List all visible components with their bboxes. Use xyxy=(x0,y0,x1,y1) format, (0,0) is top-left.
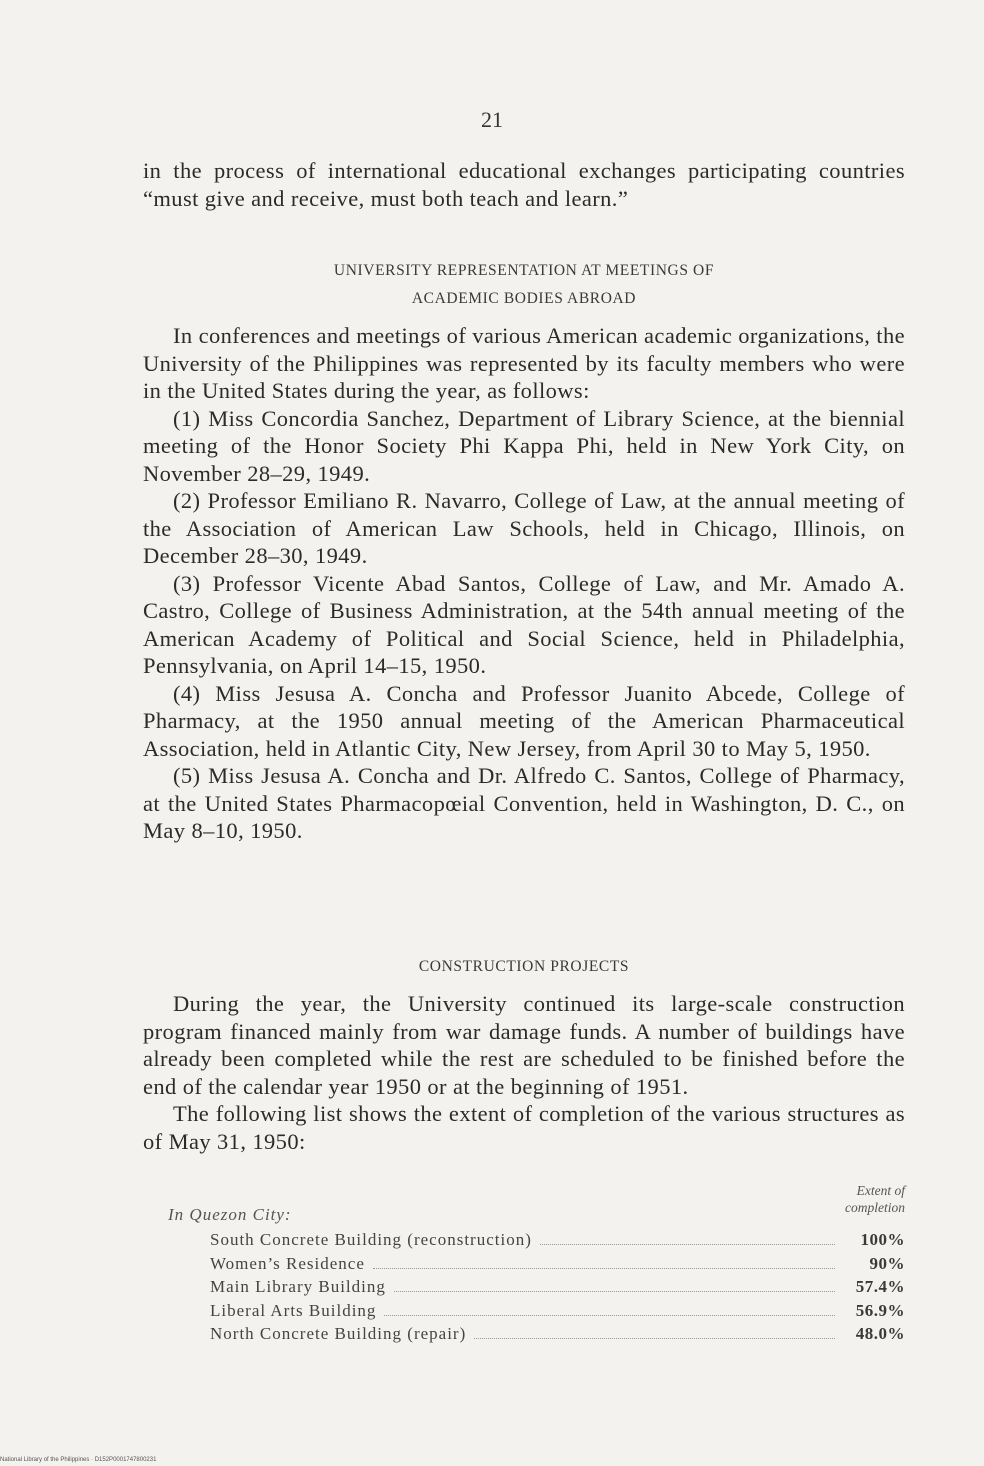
dot-leader xyxy=(384,1303,835,1316)
table-row xyxy=(210,1324,905,1348)
construction-body xyxy=(143,990,905,1155)
construction-paragraph-2: The following list shows the extent of completion of the various structures as of May 31, 1950: xyxy=(143,1101,905,1154)
completion-value: 48.0% xyxy=(855,1324,905,1343)
construction-paragraph-1: During the year, the University continued its large-scale construction program financed mainly from war damage funds. A number of buildings have already been completed while the rest are scheduled to be finished before the end of the calendar year 1950 or at the beginning of 1951. xyxy=(143,991,905,1099)
dot-leader xyxy=(394,1279,835,1292)
table-row xyxy=(210,1230,905,1254)
section-heading-representation xyxy=(143,257,905,313)
building-name: North Concrete Building (repair) xyxy=(210,1324,467,1343)
intro-text: in the process of international educational exchanges participating countries “must give and receive, must both teach and learn.” xyxy=(143,158,905,211)
column-header-line-2: completion xyxy=(845,1200,905,1215)
table-row xyxy=(210,1277,905,1301)
dot-leader xyxy=(540,1232,835,1245)
building-name: Women’s Residence xyxy=(210,1253,365,1273)
table-row xyxy=(210,1301,905,1325)
building-name: Main Library Building xyxy=(210,1277,386,1296)
section-heading-construction: CONSTRUCTION PROJECTS xyxy=(418,958,630,975)
building-name: South Concrete Building (reconstruction) xyxy=(210,1230,532,1249)
list-item: (1) Miss Concordia Sanchez, Department of Library Science, at the biennial meeting of the Honor Society Phi Kappa Phi, held in New York City, on November 28–29, 1949. xyxy=(143,405,905,486)
page-number: 21 xyxy=(481,107,503,132)
heading-line-2: ACADEMIC BODIES ABROAD xyxy=(411,290,637,307)
representation-intro: In conferences and meetings of various American academic organizations, the University of the Philippines was represented by its faculty members who were in the United States during the year, as follows: xyxy=(143,323,905,403)
list-item: (5) Miss Jesusa A. Concha and Dr. Alfredo C. Santos, College of Pharmacy, at the United States Pharmacopœial Convention, held in Washington, D. C., on May 8–10, 1950. xyxy=(143,763,905,843)
list-item: (3) Professor Vicente Abad Santos, College of Law, and Mr. Amado A. Castro, College of Business Administration, at the 54th annual meeting of the American Academy of Political and Social Science, held in Philadelphia, Pennsylvania, on April 14–15, 1950. xyxy=(143,570,905,678)
completion-value: 100% xyxy=(860,1230,905,1249)
table-row xyxy=(210,1254,905,1278)
scan-footer: National Library of the Philippines · D152P0001747800231 xyxy=(0,1457,157,1463)
column-header-extent xyxy=(845,1182,905,1216)
list-item: (4) Miss Jesusa A. Concha and Professor Juanito Abcede, College of Pharmacy, at the 1950 annual meeting of the American Pharmaceutical Association, held in Atlantic City, New Jersey, from April 30 to May 5, 1950. xyxy=(143,680,905,761)
representation-body xyxy=(143,322,905,845)
completion-rows xyxy=(210,1230,905,1348)
intro-paragraph xyxy=(143,157,905,212)
dot-leader xyxy=(373,1256,835,1269)
heading-line-1: UNIVERSITY REPRESENTATION AT MEETINGS OF xyxy=(333,262,715,279)
completion-value: 57.4% xyxy=(855,1277,905,1296)
column-header-line-1: Extent of xyxy=(856,1183,905,1198)
dot-leader xyxy=(474,1326,835,1339)
list-item: (2) Professor Emiliano R. Navarro, College of Law, at the annual meeting of the Association of American Law Schools, held in Chicago, Illinois, on December 28–30, 1949. xyxy=(143,488,905,568)
building-name: Liberal Arts Building xyxy=(210,1300,377,1320)
completion-value: 56.9% xyxy=(855,1300,905,1320)
completion-value: 90% xyxy=(869,1253,905,1273)
region-label: In Quezon City: xyxy=(168,1205,292,1224)
